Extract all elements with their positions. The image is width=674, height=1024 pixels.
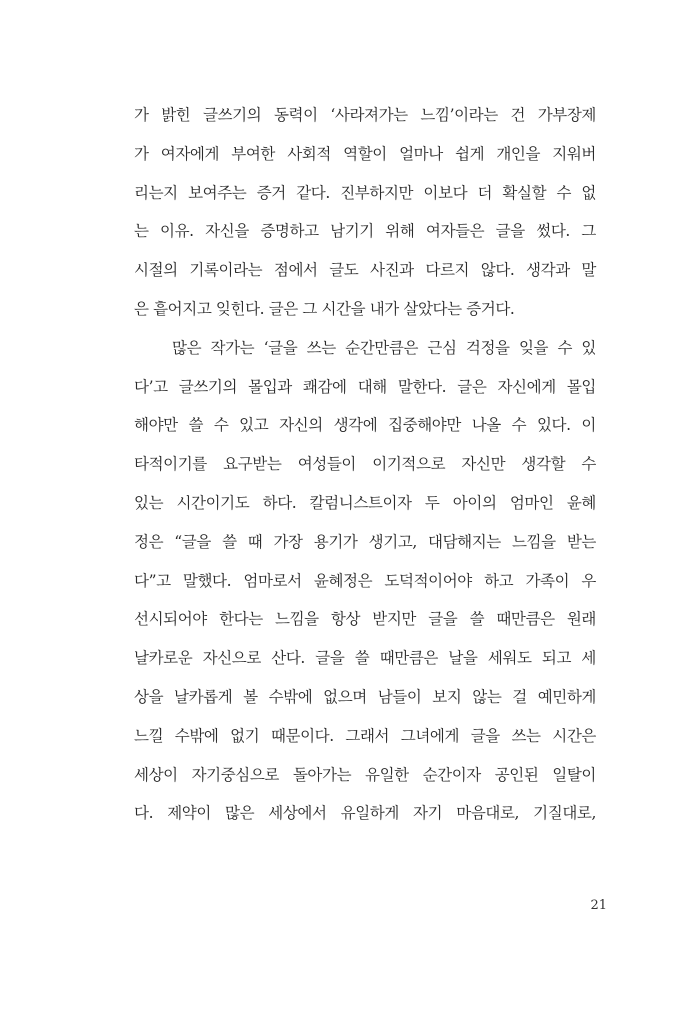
text-line: 상을 날카롭게 볼 수밖에 없으며 남들이 보지 않는 걸 예민하게	[134, 687, 596, 706]
body-text	[134, 96, 596, 833]
text-line: 시절의 기록이라는 점에서 글도 사진과 다르지 않다. 생각과 말	[134, 261, 596, 280]
text-line: 해야만 쓸 수 있고 자신의 생각에 집중해야만 나올 수 있다. 이	[134, 416, 596, 435]
text-line: 가 밝힌 글쓰기의 동력이 ‘사라져가는 느낌’이라는 건 가부장제	[134, 106, 596, 124]
text-line: 다. 제약이 많은 세상에서 유일하게 자기 마음대로, 기질대로,	[134, 804, 596, 823]
text-line: 선시되어야 한다는 느낌을 항상 받지만 글을 쓸 때만큼은 원래	[134, 610, 596, 629]
text-line: 세상이 자기중심으로 돌아가는 유일한 순간이자 공인된 일탈이	[134, 765, 596, 784]
text-line: 다”고 말했다. 엄마로서 윤혜정은 도덕적이어야 하고 가족이 우	[134, 571, 596, 590]
text-line: 정은 “글을 쓸 때 가장 용기가 생기고, 대담해지는 느낌을 받는	[134, 532, 596, 551]
text-line: 는 이유. 자신을 증명하고 남기기 위해 여자들은 글을 썼다. 그	[134, 222, 596, 241]
text-line: 타적이기를 요구받는 여성들이 이기적으로 자신만 생각할 수	[134, 455, 596, 474]
text-line: 날카로운 자신으로 산다. 글을 쓸 때만큼은 날을 세워도 되고 세	[134, 649, 596, 668]
text-line: 가 여자에게 부여한 사회적 역할이 얼마나 쉽게 개인을 지워버	[134, 144, 596, 163]
text-line: 느낄 수밖에 없기 때문이다. 그래서 그녀에게 글을 쓰는 시간은	[134, 726, 596, 745]
text-line: 있는 시간이기도 하다. 칼럼니스트이자 두 아이의 엄마인 윤혜	[134, 493, 596, 512]
text-line: 리는지 보여주는 증거 같다. 진부하지만 이보다 더 확실할 수 없	[134, 183, 596, 202]
text-line: 은 흩어지고 잊힌다. 글은 그 시간을 내가 살았다는 증거다.	[134, 299, 515, 318]
text-line: 많은 작가는 ‘글을 쓰는 순간만큼은 근심 걱정을 잊을 수 있	[172, 338, 596, 357]
text-line: 다’고 글쓰기의 몰입과 쾌감에 대해 말한다. 글은 자신에게 몰입	[134, 377, 596, 396]
page-number: 21	[590, 898, 607, 913]
